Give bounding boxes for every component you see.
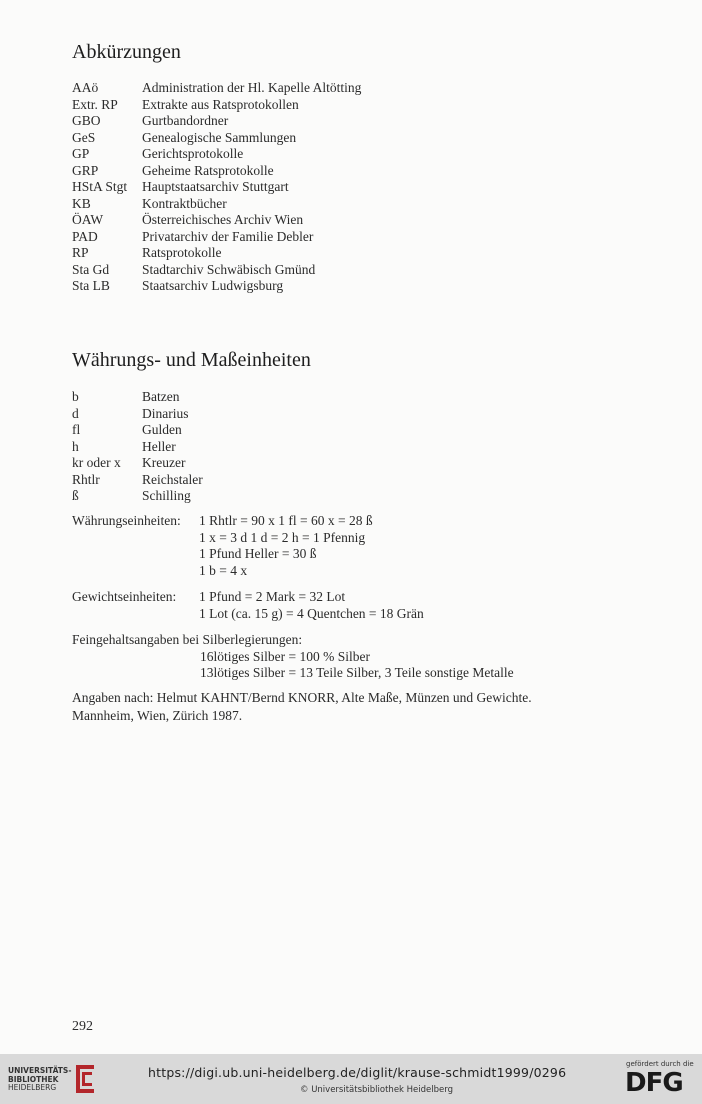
weight-line: 1 Lot (ca. 15 g) = 4 Quentchen = 18 Grän (199, 605, 424, 621)
unit-key: b (72, 389, 79, 404)
fineness-units (72, 632, 514, 682)
unit-row (72, 422, 203, 439)
unit-value: Heller (142, 438, 176, 454)
footer-bar (0, 1054, 702, 1104)
source-line: Angaben nach: Helmut KAHNT/Bernd KNORR, Alte Maße, Münzen und Gewichte. (72, 690, 532, 705)
unit-key: ß (72, 488, 79, 503)
abbreviation-key: HStA Stgt (72, 179, 128, 194)
currency-line: 1 Rhtlr = 90 x 1 fl = 60 x = 28 ß (199, 513, 373, 528)
abbreviation-value: Privatarchiv der Familie Debler (142, 228, 314, 244)
unit-value: Reichstaler (142, 471, 203, 487)
page-number: 292 (72, 1019, 93, 1034)
fineness-label: Feingehaltsangaben bei Silberlegierungen: (72, 632, 303, 647)
library-logo-line: UNIVERSITÄTS- (8, 1066, 72, 1075)
abbreviation-key: KB (72, 195, 91, 211)
abbreviation-value: Extrakte aus Ratsprotokollen (142, 96, 299, 112)
abbreviation-key: AAö (72, 80, 99, 95)
source-note (72, 689, 532, 725)
library-logo-line: HEIDELBERG (8, 1083, 57, 1092)
dfg-logo[interactable]: DFG (625, 1068, 683, 1098)
abbreviation-key: ÖAW (72, 212, 104, 227)
abbreviation-value: Ratsprotokolle (142, 245, 222, 260)
weight-units (72, 589, 424, 622)
abbreviations-list (72, 80, 361, 295)
abbreviation-row (72, 97, 361, 114)
abbreviation-row (72, 80, 361, 97)
unit-row (72, 472, 203, 489)
abbreviation-row (72, 245, 361, 262)
document-url-link[interactable]: https://digi.ub.uni-heidelberg.de/diglit/krause-schmidt1999/0296 (148, 1065, 567, 1080)
abbreviation-row (72, 146, 361, 163)
abbreviation-value: Staatsarchiv Ludwigsburg (142, 278, 284, 293)
abbreviation-row (72, 262, 361, 279)
copyright-notice: © Universitätsbibliothek Heidelberg (300, 1085, 454, 1095)
funding-note: gefördert durch die (626, 1060, 694, 1068)
abbreviation-key: GeS (72, 129, 96, 145)
currency-line: 1 Pfund Heller = 30 ß (199, 546, 317, 561)
currency-line: 1 x = 3 d 1 d = 2 h = 1 Pfennig (199, 529, 366, 545)
abbreviation-value: Hauptstaatsarchiv Stuttgart (142, 179, 289, 194)
unit-row (72, 439, 203, 456)
abbreviation-row (72, 196, 361, 213)
abbreviation-value: Kontraktbücher (142, 195, 227, 211)
unit-row (72, 488, 203, 505)
abbreviation-row (72, 212, 361, 229)
abbreviation-key: GBO (72, 113, 101, 128)
abbreviation-value: Genealogische Sammlungen (142, 129, 297, 145)
library-logo[interactable] (8, 1067, 71, 1093)
abbreviation-key: Sta Gd (72, 261, 110, 277)
abbreviation-key: RP (72, 245, 89, 260)
abbreviations-heading: Abkürzungen (72, 41, 181, 63)
currency-label: Währungseinheiten: (72, 513, 181, 528)
abbreviation-value: Gurtbandordner (142, 113, 229, 128)
units-list (72, 389, 203, 505)
unit-value: Dinarius (142, 405, 189, 421)
fineness-line: 16lötiges Silber = 100 % Silber (200, 648, 370, 664)
units-heading: Währungs- und Maßeinheiten (72, 349, 311, 371)
unit-value: Kreuzer (142, 455, 186, 470)
abbreviation-value: Geheime Ratsprotokolle (142, 162, 274, 178)
unit-key: h (72, 438, 79, 454)
currency-units (72, 513, 373, 579)
abbreviation-key: PAD (72, 228, 98, 244)
unit-key: kr oder x (72, 455, 121, 470)
abbreviation-row (72, 130, 361, 147)
abbreviation-value: Österreichisches Archiv Wien (142, 212, 304, 227)
unit-value: Batzen (142, 389, 180, 404)
abbreviation-row (72, 179, 361, 196)
weight-line: 1 Pfund = 2 Mark = 32 Lot (199, 589, 346, 604)
abbreviation-row (72, 229, 361, 246)
abbreviation-value: Stadtarchiv Schwäbisch Gmünd (142, 261, 316, 277)
unit-key: fl (72, 422, 81, 437)
abbreviation-row (72, 163, 361, 180)
weight-label: Gewichtseinheiten: (72, 589, 177, 604)
abbreviation-key: Extr. RP (72, 96, 118, 112)
library-logo-line: BIBLIOTHEK (8, 1074, 59, 1084)
abbreviation-key: GRP (72, 162, 99, 178)
abbreviation-row (72, 278, 361, 295)
unit-row (72, 389, 203, 406)
abbreviation-value: Administration der Hl. Kapelle Altötting (142, 80, 362, 95)
unit-key: d (72, 405, 79, 421)
abbreviation-key: Sta LB (72, 278, 110, 293)
unit-value: Gulden (142, 422, 182, 437)
currency-line: 1 b = 4 x (199, 562, 248, 578)
unit-key: Rhtlr (72, 471, 100, 487)
source-line: Mannheim, Wien, Zürich 1987. (72, 708, 243, 723)
unit-row (72, 406, 203, 423)
fineness-line: 13lötiges Silber = 13 Teile Silber, 3 Teile sonstige Metalle (200, 665, 514, 680)
abbreviation-row (72, 113, 361, 130)
library-mark-icon (72, 1063, 98, 1095)
unit-value: Schilling (142, 488, 191, 503)
unit-row (72, 455, 203, 472)
abbreviation-value: Gerichtsprotokolle (142, 146, 244, 161)
abbreviation-key: GP (72, 146, 90, 161)
